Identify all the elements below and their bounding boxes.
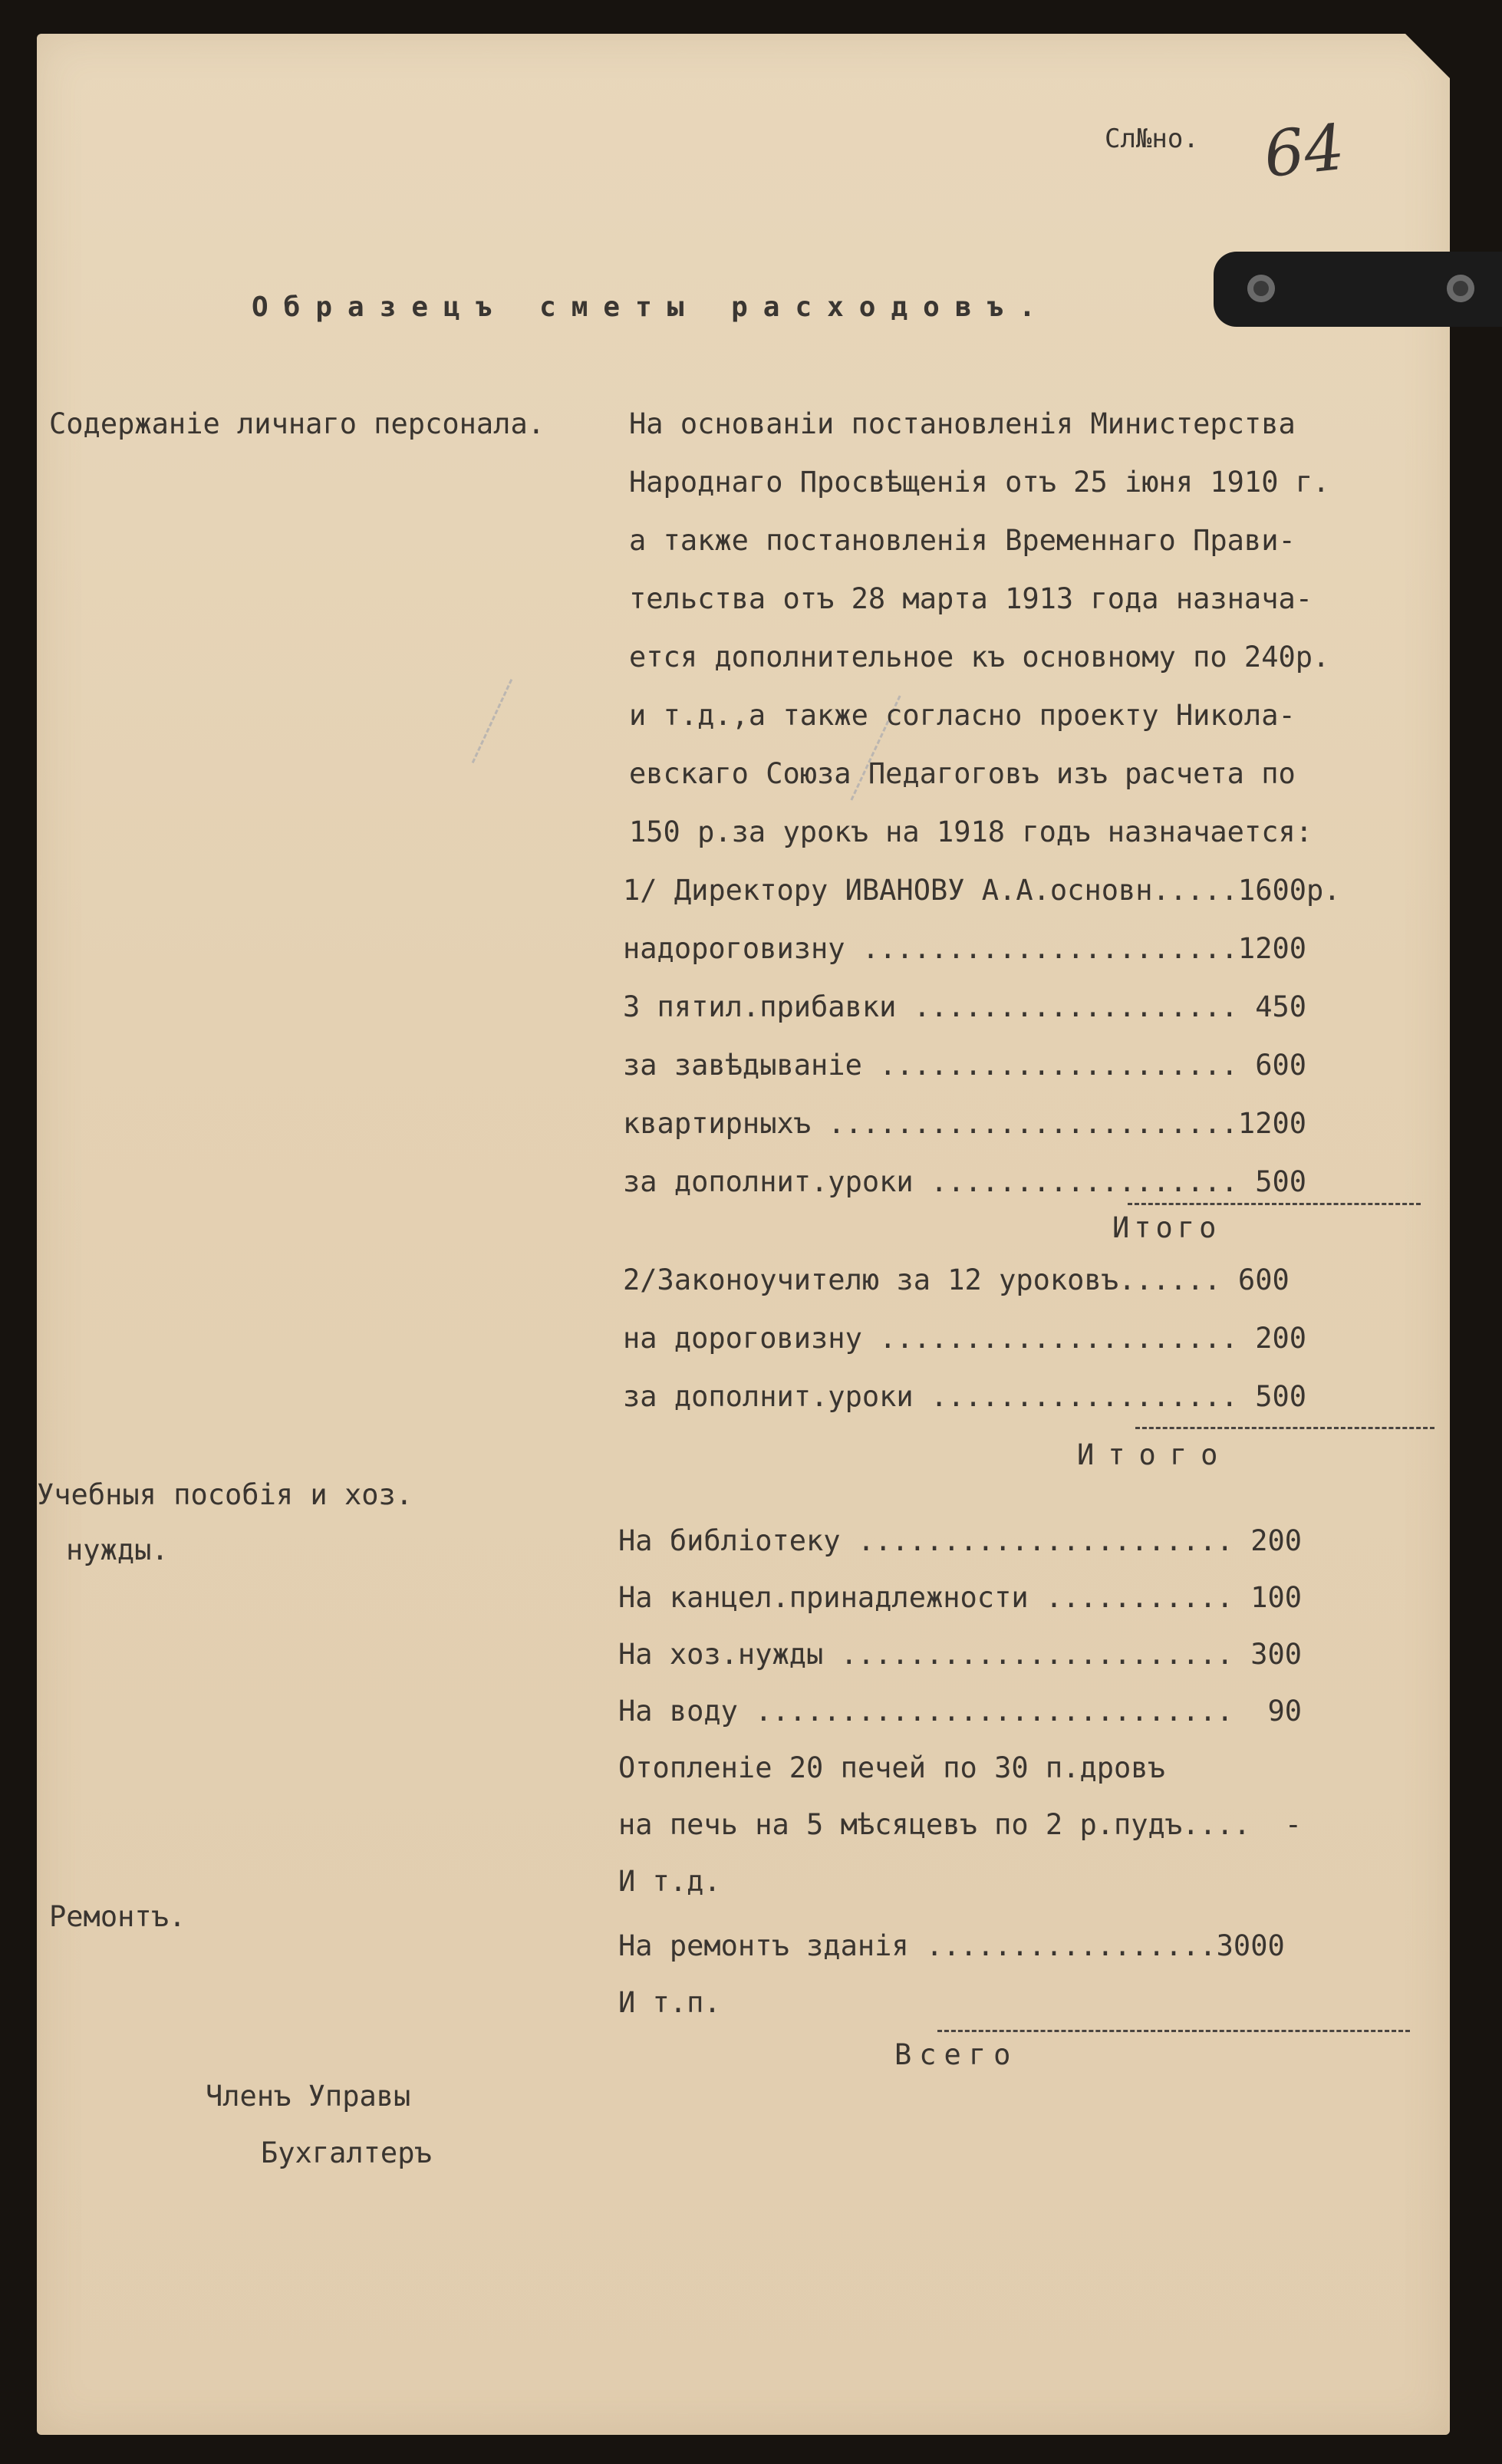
heading-supplies: Учебныя пособія и хоз.: [37, 1478, 413, 1511]
document-page: [37, 34, 1450, 2435]
intro-line: Народнаго Просвѣщенія отъ 25 іюня 1910 г.: [629, 466, 1330, 499]
budget-line: на дороговизну ..................... 200: [623, 1322, 1307, 1355]
subtotal-rule: [1135, 1427, 1434, 1429]
budget-line: 3 пятил.прибавки ................... 450: [623, 990, 1307, 1023]
heading-repair: Ремонтъ.: [49, 1900, 186, 1933]
budget-line-director: 1/ Директору ИВАНОВУ А.А.основн.....1600р.: [623, 874, 1341, 907]
budget-line-repair: На ремонтъ зданія .................3000: [618, 1929, 1285, 1962]
budget-line: И т.п.: [618, 1986, 721, 2019]
intro-line: и т.д.,а также согласно проекту Никола-: [629, 699, 1296, 732]
budget-line: квартирныхъ ........................1200: [623, 1107, 1307, 1140]
budget-line: на печь на 5 мѣсяцевъ по 2 р.пудъ.... -: [618, 1808, 1303, 1841]
subtotal-label: Итого: [1112, 1211, 1221, 1244]
page-number: 64: [1260, 110, 1349, 193]
binder-clip: [1214, 252, 1502, 327]
budget-line-teacher: 2/Законоучителю за 12 уроковъ...... 600: [623, 1263, 1290, 1296]
budget-line: надороговизну ......................1200: [623, 932, 1307, 965]
torn-corner: [1405, 33, 1451, 79]
intro-line: евскаго Союза Педагоговъ изъ расчета по: [629, 757, 1296, 790]
intro-line: ется дополнительное къ основному по 240р.: [629, 641, 1330, 674]
intro-line: 150 р.за урокъ на 1918 годъ назначается:: [629, 815, 1313, 848]
clip-rivet: [1447, 275, 1474, 302]
budget-line: за завѣдываніе ..................... 600: [623, 1049, 1307, 1082]
budget-line: На хоз.нужды ....................... 300: [618, 1638, 1303, 1671]
intro-line: тельства отъ 28 марта 1913 года назнача-: [629, 582, 1313, 615]
intro-line: а также постановленія Временнаго Прави-: [629, 524, 1296, 557]
budget-line: Отопленіе 20 печей по 30 п.дровъ: [618, 1751, 1165, 1784]
budget-line: На воду ............................ 90: [618, 1695, 1303, 1728]
heading-supplies-cont: нужды.: [66, 1533, 169, 1566]
signature-accountant: Бухгалтеръ: [261, 2136, 432, 2169]
corner-note: Сл№но.: [1105, 124, 1199, 154]
budget-line: На библіотеку ...................... 200: [618, 1524, 1303, 1557]
heading-personnel: Содержаніе личнаго персонала.: [49, 407, 545, 440]
budget-line: И т.д.: [618, 1865, 721, 1898]
total-rule: [937, 2030, 1410, 2032]
clip-rivet: [1247, 275, 1275, 302]
subtotal-label: Итого: [1077, 1438, 1232, 1471]
subtotal-rule: [1128, 1203, 1421, 1205]
total-label: Всего: [894, 2038, 1019, 2071]
budget-line: за дополнит.уроки .................. 500: [623, 1380, 1307, 1413]
budget-line: На канцел.принадлежности ........... 100: [618, 1581, 1303, 1614]
intro-line: На основаніи постановленія Министерства: [629, 407, 1296, 440]
document-title: Образецъ сметы расходовъ.: [252, 292, 1051, 323]
signature-member: Членъ Управы: [206, 2080, 411, 2113]
budget-line: за дополнит.уроки .................. 500: [623, 1165, 1307, 1198]
